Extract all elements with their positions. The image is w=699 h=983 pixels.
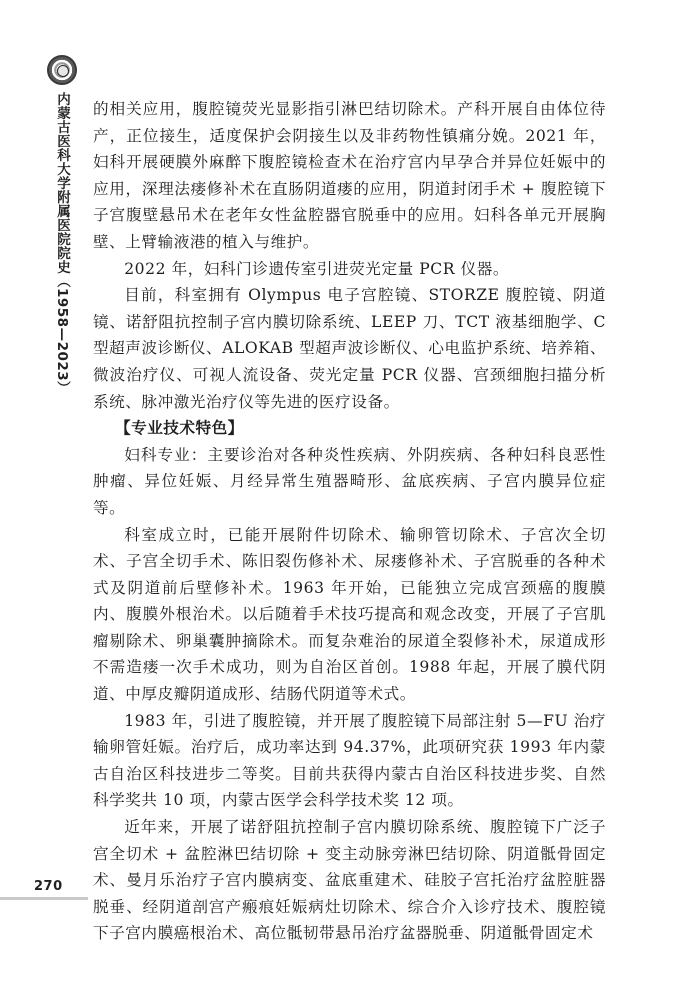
running-title-text: 内蒙古医科大学附属医院院史 xyxy=(54,92,70,274)
paragraph-recent-years: 近年来，开展了诺舒阻抗控制子宫内膜切除系统、腹腔镜下广泛子宫全切术 + 盆腔淋巴结切除 + 变主动脉旁淋巴结切除、阴道骶骨固定术、曼月乐治疗子宫内膜病变、盆底重建术、硅胶子宫托治疗盆腔脏器脱垂、经阴道剖宫产瘢痕妊娠病灶切除术、综合介入诊疗技术、腹腔镜下子宫内膜癌根治术、高位骶韧带悬吊治疗盆器脱垂、阴道骶骨固定术 xyxy=(93,818,606,943)
university-emblem-icon xyxy=(47,55,77,85)
paragraph-pcr-2022: 2022 年，妇科门诊遗传室引进荧光定量 PCR 仪器。 xyxy=(124,259,509,278)
paragraph-continued: 的相关应用，腹腔镜荧光显影指引淋巴结切除术。产科开展自由体位待产，正位接生，适度保护会阴接生以及非药物性镇痛分娩。2021 年，妇科开展硬膜外麻醉下腹腔镜检查术在治疗宫内早孕合并异位妊娠中的应用，深理法瘘修补术在直肠阴道瘘的应用，阴道封闭手术 + 腹腔镜下子宫腹壁悬吊术在老年女性盆腔器官脱垂中的应用。妇科各单元开展胸壁、上臂输液港的植入与维护。 xyxy=(93,100,606,251)
running-title xyxy=(52,92,72,395)
body-text xyxy=(93,96,606,947)
paragraph-laparoscopy-1983: 1983 年，引进了腹腔镜，并开展了腹腔镜下局部注射 5—FU 治疗输卵管妊娠。治疗后，成功率达到 94.37%，此项研究获 1993 年内蒙古自治区科技进步二等奖。目前共获得内蒙古自治区科技进步奖、自然科学奖共 10 项，内蒙古医学会科学技术奖 12 项。 xyxy=(93,711,606,810)
paragraph-founding-surgeries: 科室成立时，已能开展附件切除术、输卵管切除术、子宫次全切术、子宫全切手术、陈旧裂伤修补术、尿瘘修补术、子宫脱垂的各种术式及阴道前后壁修补术。1963 年开始，已能独立完成宫颈癌的腹膜内、腹膜外根治术。以后随着手术技巧提高和观念改变，开展了子宫肌瘤剔除术、卵巢囊肿摘除术。而复杂难治的尿道全裂修补术，尿道成形不需造瘘一次手术成功，则为自治区首创。1988 年起，开展了膜代阴道、中厚皮瓣阴道成形、结肠代阴道等术式。 xyxy=(93,525,606,704)
page-number-rule xyxy=(0,897,88,900)
page-number: 270 xyxy=(34,879,63,894)
section-heading: 【专业技术特色】 xyxy=(115,419,244,438)
running-title-years: （1958—2023） xyxy=(54,274,70,396)
paragraph-gynecology-specialty: 妇科专业：主要诊治对各种炎性疾病、外阴疾病、各种妇科良恶性肿瘤、异位妊娠、月经异常生殖器畸形、盆底疾病、子宫内膜异位症等。 xyxy=(93,445,606,517)
paragraph-equipment: 目前，科室拥有 Olympus 电子宫腔镜、STORZE 腹腔镜、阴道镜、诺舒阻抗控制子宫内膜切除系统、LEEP 刀、TCT 液基细胞学、C 型超声波诊断仪、ALOKAB 型超声波诊断仪、心电监护系统、培养箱、微波治疗仪、可视人流设备、荧光定量 PCR 仪器、宫颈细胞扫描分析系统、脉冲激光治疗仪等先进的医疗设备。 xyxy=(93,286,606,411)
